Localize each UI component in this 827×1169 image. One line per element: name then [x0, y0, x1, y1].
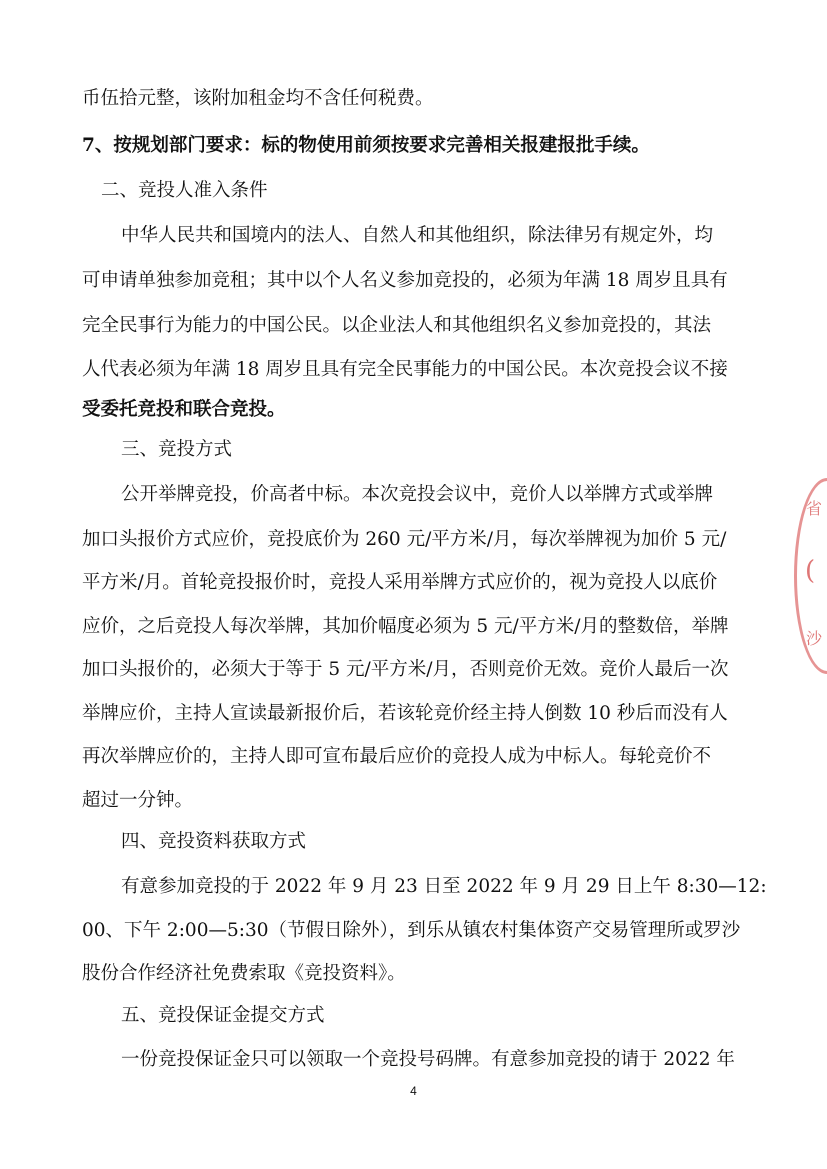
para-line: 中华人民共和国境内的法人、自然人和其他组织，除法律另有规定外，均 [121, 225, 714, 246]
para-line: 完全民事行为能力的中国公民。以企业法人和其他组织名义参加竞投的，其法 [82, 315, 712, 336]
para-line: 00、下午 2:00—5:30（节假日除外），到乐从镇农村集体资产交易管理所或罗沙 [82, 920, 741, 941]
stamp-glyph: ( [805, 556, 816, 586]
para-line: 加口头报价的，必须大于等于 5 元/平方米/月，否则竞价无效。竞价人最后一次 [82, 659, 729, 680]
para-line: 举牌应价，主持人宣读最新报价后，若该轮竞价经主持人倒数 10 秒后而没有人 [82, 703, 728, 724]
stamp-glyph: 省 [806, 499, 823, 518]
para-line: 公开举牌竞投，价高者中标。本次竞投会议中，竞价人以举牌方式或举牌 [121, 484, 714, 505]
section-heading: 四、竞投资料获取方式 [121, 831, 307, 852]
section-heading: 三、竞投方式 [121, 439, 233, 460]
para-line-bold: 7、按规划部门要求：标的物使用前须按要求完善相关报建报批手续。 [82, 135, 650, 156]
para-line: 一份竞投保证金只可以领取一个竞投号码牌。有意参加竞投的请于 2022 年 [121, 1049, 735, 1070]
stamp-glyph: 沙 [806, 629, 823, 648]
para-line: 可申请单独参加竞租；其中以个人名义参加竞投的，必须为年满 18 周岁且具有 [82, 270, 728, 291]
section-heading: 五、竞投保证金提交方式 [121, 1005, 325, 1026]
para-line: 超过一分钟。 [82, 790, 194, 811]
page-number: 4 [410, 1084, 417, 1098]
para-line: 应价，之后竞投人每次举牌，其加价幅度必须为 5 元/平方米/月的整数倍，举牌 [82, 616, 729, 637]
section-heading: 二、竞投人准入条件 [101, 180, 268, 201]
para-line: 加口头报价方式应价，竞投底价为 260 元/平方米/月，每次举牌视为加价 5 元/ [82, 529, 727, 550]
para-line: 人代表必须为年满 18 周岁且具有完全民事能力的中国公民。本次竞投会议不接 [82, 359, 728, 380]
para-line: 币伍拾元整，该附加租金均不含任何税费。 [82, 88, 434, 109]
para-line: 有意参加竞投的于 2022 年 9 月 23 日至 2022 年 9 月 29 日上午 8:30—12: [121, 876, 767, 897]
para-line: 平方米/月。首轮竞投报价时，竞投人采用举牌方式应价的，视为竞投人以底价 [82, 572, 718, 593]
para-line: 再次举牌应价的，主持人即可宣布最后应价的竞投人成为中标人。每轮竞价不 [82, 746, 712, 767]
para-line: 股份合作经济社免费索取《竞投资料》。 [82, 963, 406, 984]
para-line-bold: 受委托竞投和联合竞投。 [82, 399, 286, 420]
